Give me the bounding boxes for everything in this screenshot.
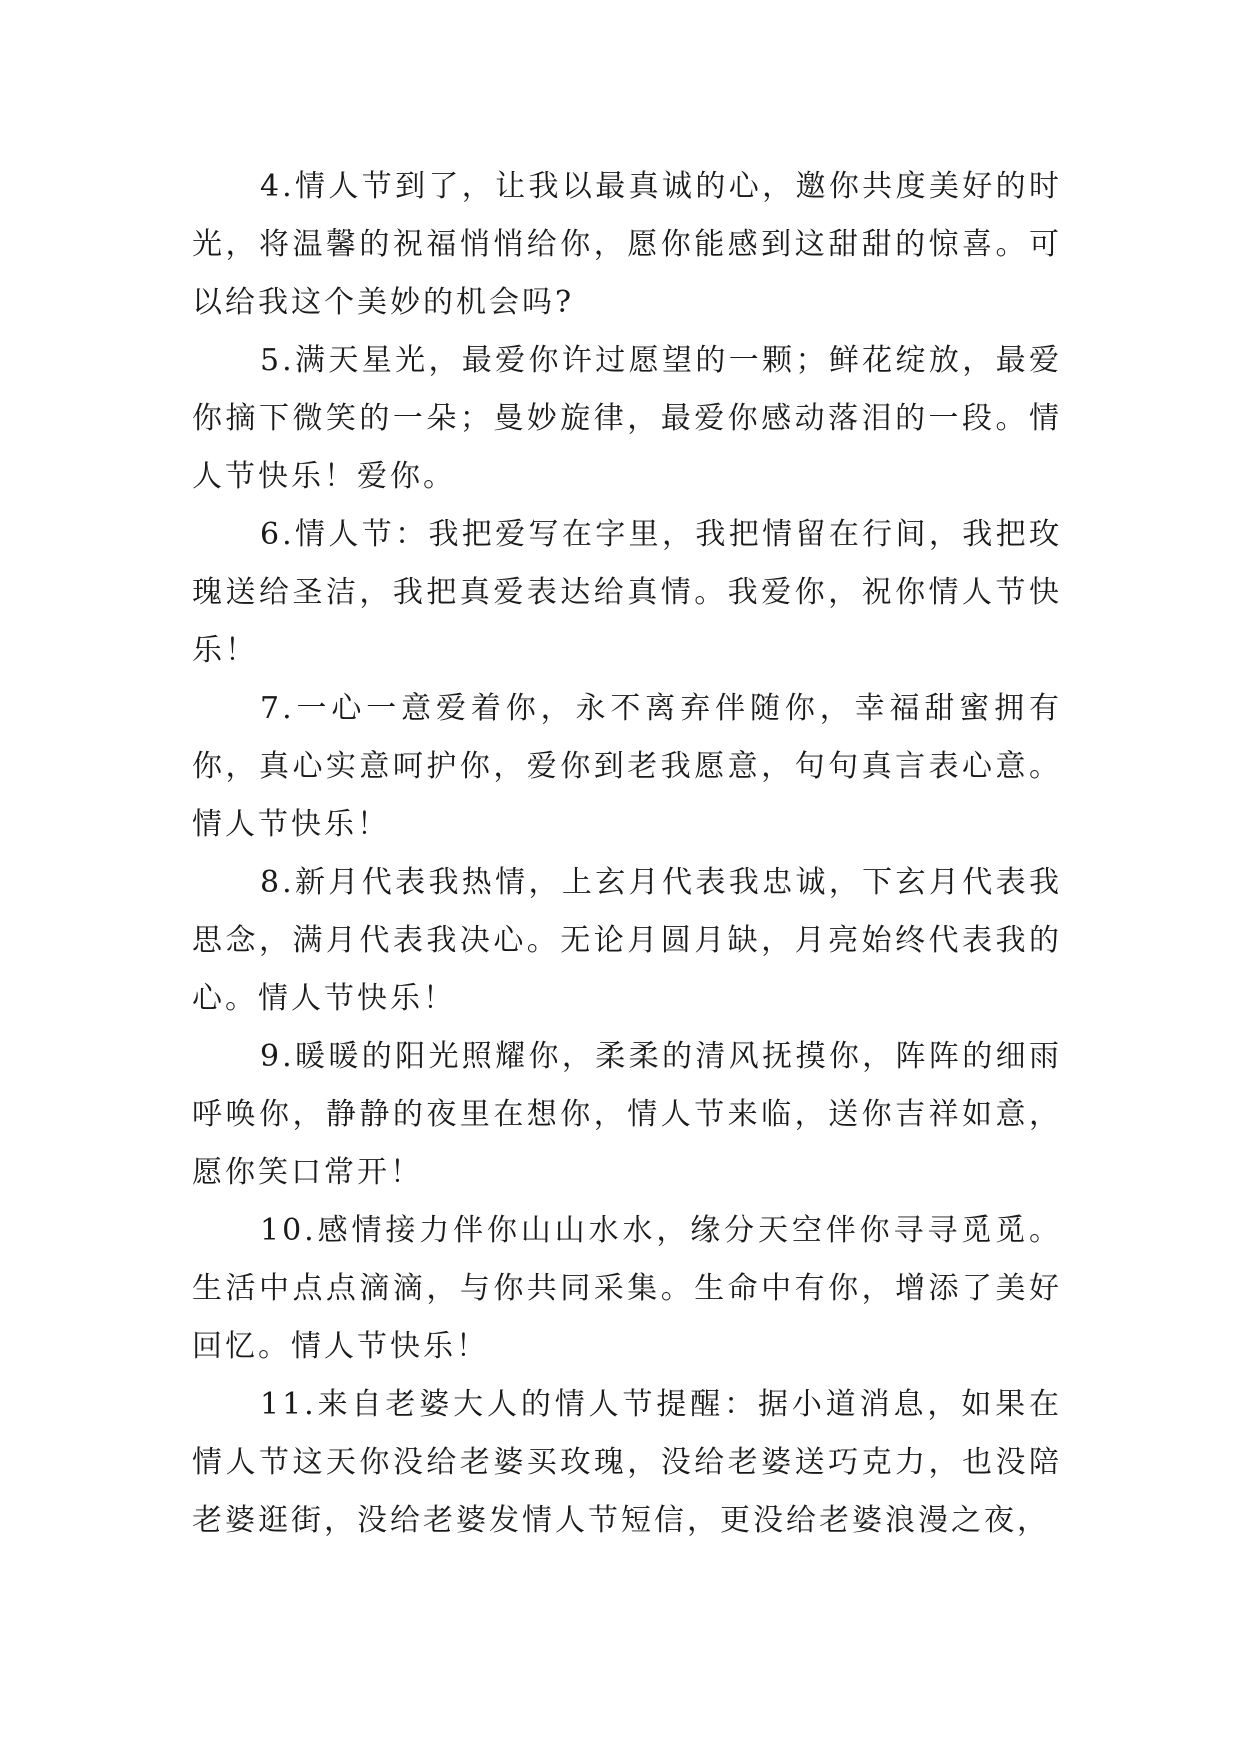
paragraph-7: 7.一心一意爱着你，永不离弃伴随你，幸福甜蜜拥有你，真心实意呵护你，爱你到老我愿意，句句真言表心意。情人节快乐！ bbox=[192, 691, 1062, 842]
paragraph-10: 10.感情接力伴你山山水水，缘分天空伴你寻寻觅觅。生活中点点滴滴，与你共同采集。生命中有你，增添了美好回忆。情人节快乐！ bbox=[192, 1213, 1062, 1364]
paragraph-8: 8.新月代表我热情，上玄月代表我忠诚，下玄月代表我思念，满月代表我决心。无论月圆月缺，月亮始终代表我的心。情人节快乐！ bbox=[192, 865, 1062, 1016]
paragraph-5: 5.满天星光，最爱你许过愿望的一颗；鲜花绽放，最爱你摘下微笑的一朵；曼妙旋律，最爱你感动落泪的一段。情人节快乐！爱你。 bbox=[192, 343, 1062, 494]
paragraph-11: 11.来自老婆大人的情人节提醒：据小道消息，如果在情人节这天你没给老婆买玫瑰，没给老婆送巧克力，也没陪老婆逛街，没给老婆发情人节短信，更没给老婆浪漫之夜， bbox=[192, 1387, 1062, 1538]
paragraph-6: 6.情人节：我把爱写在字里，我把情留在行间，我把玫瑰送给圣洁，我把真爱表达给真情。我爱你，祝你情人节快乐！ bbox=[192, 517, 1062, 668]
paragraph-9: 9.暖暖的阳光照耀你，柔柔的清风抚摸你，阵阵的细雨呼唤你，静静的夜里在想你，情人节来临，送你吉祥如意，愿你笑口常开！ bbox=[192, 1039, 1062, 1190]
paragraph-4: 4.情人节到了，让我以最真诚的心，邀你共度美好的时光，将温馨的祝福悄悄给你，愿你能感到这甜甜的惊喜。可以给我这个美妙的机会吗? bbox=[192, 169, 1062, 320]
document-body bbox=[192, 158, 1062, 1550]
